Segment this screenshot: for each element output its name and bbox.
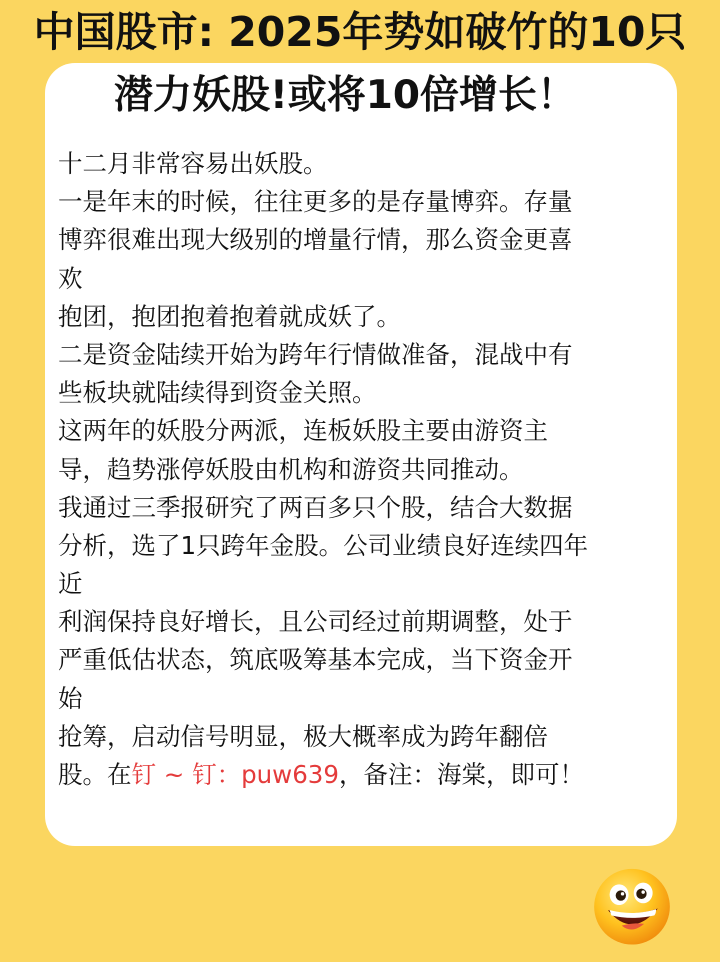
body-line: 抢筹，启动信号明显，极大概率成为跨年翻倍 <box>58 721 548 751</box>
body-line: 十二月非常容易出妖股。 <box>58 149 328 178</box>
contact-suffix: ，备注：海棠，即可！ <box>338 760 584 789</box>
body-line: 始 <box>58 683 83 713</box>
contact-id-highlight: 钉 ~ 钉：puw639 <box>131 760 339 789</box>
body-line: 欢 <box>58 263 83 293</box>
page-title-line-1: 中国股市: 2025年势如破竹的10只 <box>33 8 687 56</box>
body-line: 严重低估状态，筑底吸筹基本完成，当下资金开 <box>58 645 573 675</box>
body-line-last <box>58 756 678 794</box>
body-line: 我通过三季报研究了两百多只个股，结合大数据 <box>58 492 573 522</box>
body-line: 博弈很难出现大级别的增量行情，那么资金更喜 <box>58 225 573 255</box>
grinning-face-emoji-icon <box>589 862 675 948</box>
body-line: 一是年末的时候，往往更多的是存量博弈。存量 <box>58 187 573 217</box>
body-line: 这两年的妖股分两派，连板妖股主要由游资主 <box>58 416 548 446</box>
body-line: 二是资金陆续开始为跨年行情做准备，混战中有 <box>58 339 573 369</box>
body-line: 些板块就陆续得到资金关照。 <box>58 378 377 408</box>
article-body <box>58 145 678 794</box>
body-line: 导，趋势涨停妖股由机构和游资共同推动。 <box>58 454 524 484</box>
body-line: 利润保持良好增长，且公司经过前期调整，处于 <box>58 607 573 637</box>
body-line: 近 <box>58 569 83 599</box>
contact-prefix: 股。在 <box>58 760 132 789</box>
body-line: 抱团，抱团抱着抱着就成妖了。 <box>58 301 401 331</box>
page-title-line-2: 潜力妖股!或将10倍增长！ <box>113 73 577 118</box>
body-line: 分析，选了1只跨年金股。公司业绩良好连续四年 <box>58 530 589 560</box>
